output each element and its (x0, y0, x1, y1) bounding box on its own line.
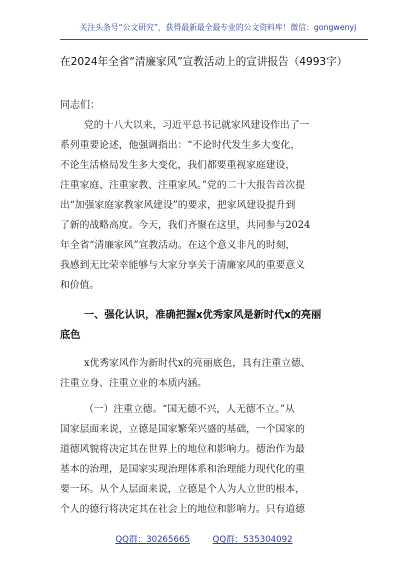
paragraph-line: 不论生活格局发生多大变化，我们都要重视家庭建设， (60, 160, 296, 171)
paragraph-line: 年全省“清廉家风”宣教活动。在这个意义非凡的时刻， (60, 240, 296, 251)
paragraph-line: 道德风貌将决定其在世界上的地位和影响力。德治作为最 (60, 444, 305, 455)
paragraph-line: （一）注重立德。“国无德不兴，人无德不立。”从 (84, 404, 295, 415)
paragraph-line: 和价值。 (60, 280, 100, 291)
paragraph-line: 党的十八大以来，习近平总书记就家风建设作出了一 (84, 120, 310, 131)
paragraph-line: 注重家庭、注重家教、注重家风。”党的二十大报告首次提 (60, 180, 306, 191)
header-divider (60, 39, 368, 40)
paragraph-line: 要一环。从个人层面来说，立德是个人为人立世的根本， (60, 484, 305, 495)
paragraph-line: 系列重要论述，他强调指出：“不论时代发生多大变化， (60, 140, 301, 151)
paragraph-line: 出“加强家庭家教家风建设”的要求，把家风建设提升到 (60, 200, 296, 211)
paragraph-line: 国家层面来说，立德是国家繁荣兴盛的基础，一个国家的 (60, 424, 305, 435)
qq-group-link-2[interactable]: QQ群：535304092 (212, 535, 293, 545)
qq-group-link-1[interactable]: QQ群：30265665 (115, 535, 190, 545)
document-title: 在2024年全省“清廉家风”宣教活动上的宣讲报告（4993字） (60, 56, 348, 68)
paragraph-line: 注重立身、注重立业的本质内涵。 (60, 378, 207, 389)
salutation: 同志们： (60, 100, 100, 111)
header-banner: 关注头条号“公文研究”，获得最新最全最专业的公文资料库！微信：gongwenyj (79, 23, 357, 32)
section-heading-line: 底色 (60, 330, 81, 341)
paragraph-line: 我感到无比荣幸能够与大家分享关于清廉家风的重要意义 (60, 260, 305, 271)
section-heading (60, 306, 368, 346)
footer-contacts (0, 533, 408, 547)
paragraph-line: 个人的德行将决定其在社会上的地位和影响力。只有道德 (60, 504, 305, 515)
section-heading-line: 一、强化认识，准确把握x优秀家风是新时代x的亮丽 (84, 310, 322, 321)
paragraph-line: x优秀家风作为新时代x的亮丽底色，具有注重立德、 (84, 358, 311, 369)
paragraph-line: 基本的治理，是国家实现治理体系和治理能力现代化的重 (60, 464, 305, 475)
paragraph-line: 了新的战略高度。今天，我们齐聚在这里，共同参与2024 (60, 220, 311, 231)
